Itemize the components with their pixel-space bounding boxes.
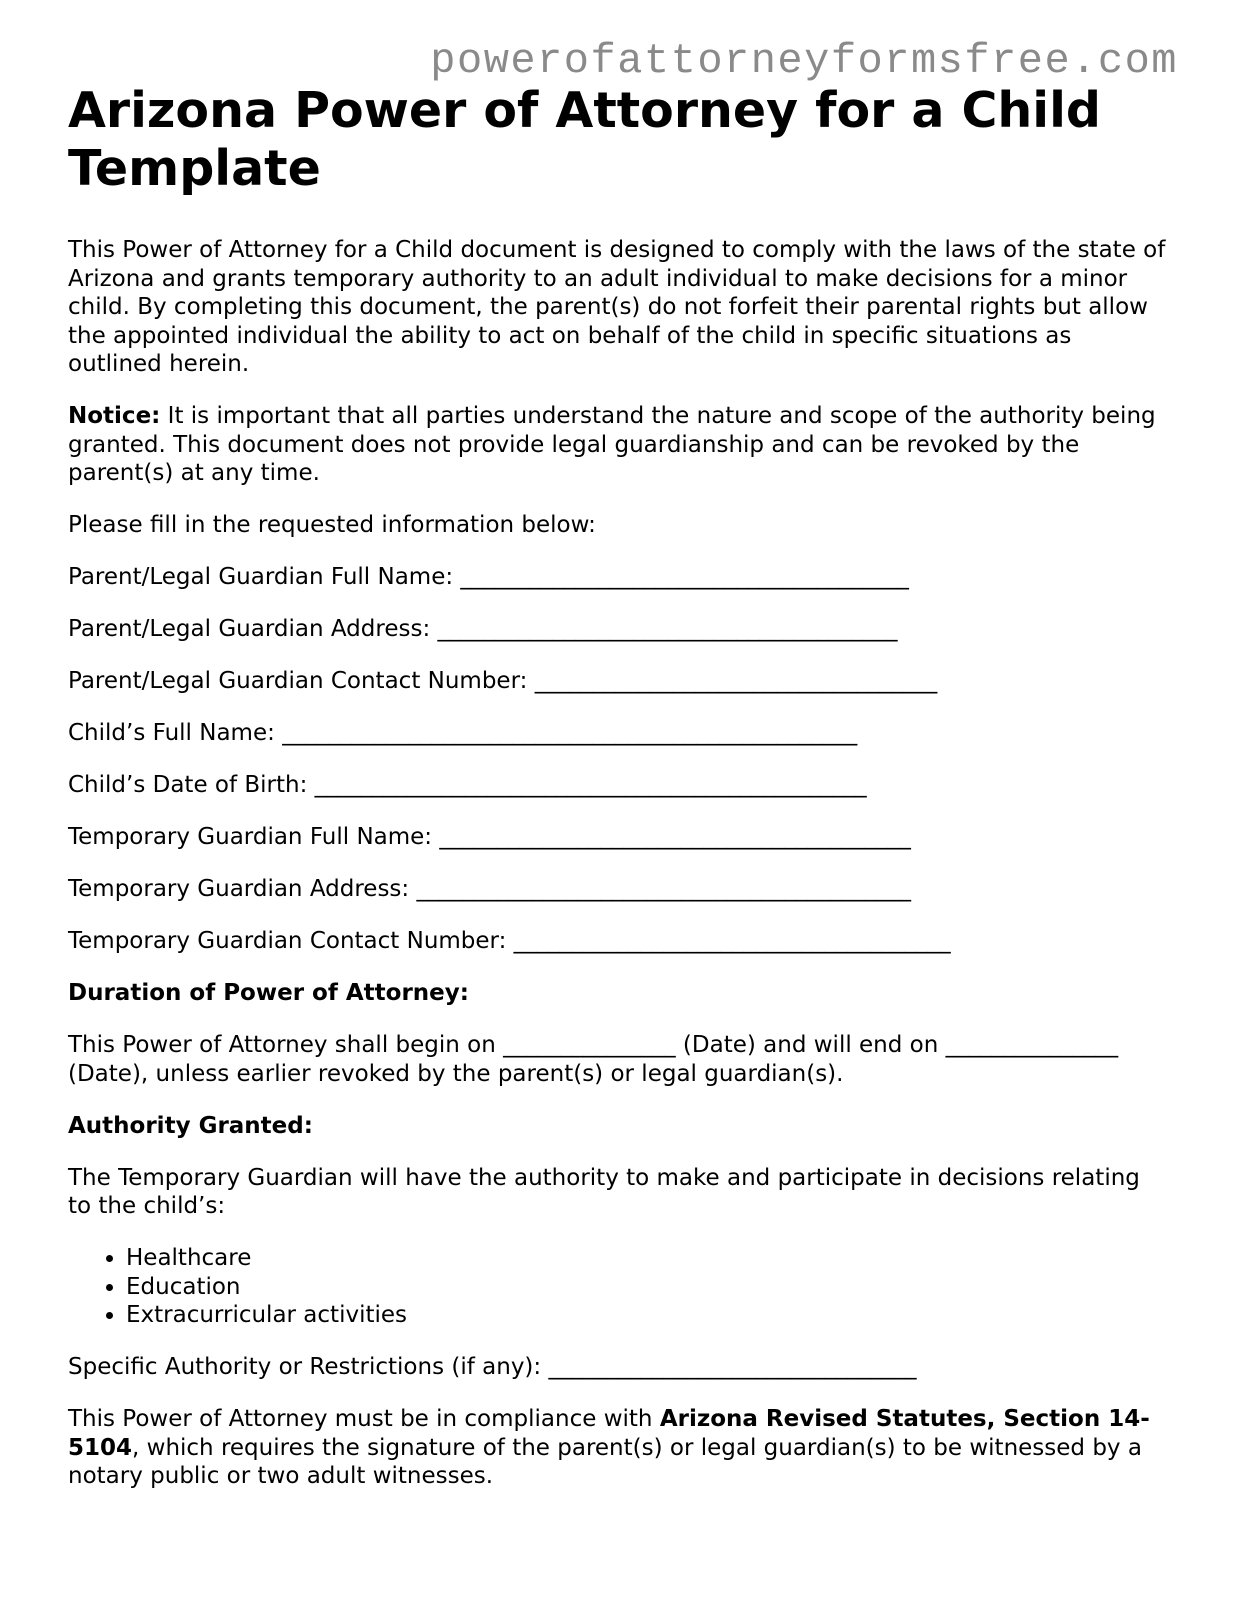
watermark: powerofattorneyformsfree.com <box>430 37 1178 85</box>
list-item: • Education <box>126 1273 1168 1302</box>
field-label: Parent/Legal Guardian Address: <box>68 616 431 642</box>
list-item: • Healthcare <box>126 1244 1168 1273</box>
authority-list <box>68 1244 1168 1330</box>
authority-paragraph: The Temporary Guardian will have the authority to make and participate in decisions relating to the child’s: <box>68 1164 1140 1219</box>
field-label: Parent/Legal Guardian Full Name: <box>68 564 454 590</box>
field-label: Child’s Full Name: <box>68 720 275 746</box>
field-blank[interactable]: ________________________________________ <box>437 616 898 642</box>
field-parent-contact <box>68 667 1168 696</box>
field-child-name <box>68 719 1168 748</box>
document-body <box>68 82 1168 1514</box>
duration-heading <box>68 979 1168 1008</box>
list-item: • Extracurricular activities <box>126 1301 1168 1330</box>
field-blank[interactable]: ________________________________ <box>548 1354 917 1380</box>
compliance-paragraph <box>68 1405 1168 1491</box>
field-label: Child’s Date of Birth: <box>68 772 308 798</box>
compliance-text-end: , which requires the signature of the parent(s) or legal guardian(s) to be witnessed by a notary public or two adult witnesses. <box>68 1434 1142 1489</box>
document-title: Arizona Power of Attorney for a Child Template <box>68 82 1101 197</box>
notice-label: Notice: <box>68 403 161 429</box>
field-blank[interactable]: ___________________________________________ <box>416 876 911 902</box>
duration-paragraph: This Power of Attorney shall begin on _______________ (Date) and will end on _______________ (Date), unless earlier revoked by the parent(s) or legal guardian(s). <box>68 1032 1119 1087</box>
field-temp-guardian-contact <box>68 927 1168 956</box>
field-blank[interactable]: _______________________________________ <box>460 564 909 590</box>
authority-heading-text: Authority Granted: <box>68 1112 313 1139</box>
compliance-text: This Power of Attorney must be in compliance with <box>68 1406 660 1432</box>
duration-heading-text: Duration of Power of Attorney: <box>68 980 469 1006</box>
field-parent-address <box>68 615 1168 644</box>
field-label: Parent/Legal Guardian Contact Number: <box>68 668 528 694</box>
field-parent-name <box>68 563 1168 592</box>
fill-prompt: Please fill in the requested information below: <box>68 512 596 538</box>
field-label: Specific Authority or Restrictions (if any): <box>68 1354 542 1380</box>
field-label: Temporary Guardian Full Name: <box>68 824 433 850</box>
field-specific-authority <box>68 1353 1168 1382</box>
field-child-dob <box>68 771 1168 800</box>
intro-paragraph: This Power of Attorney for a Child document is designed to comply with the laws of the state of Arizona and grants temporary authority to an adult individual to make decisions for a minor child. By completing this document, the parent(s) do not forfeit their parental rights but allow the appointed individual the ability to act on behalf of the child in specific situations as outlined herein. <box>68 237 1166 377</box>
field-blank[interactable]: __________________________________________________ <box>282 720 858 746</box>
field-blank[interactable]: _________________________________________ <box>439 824 911 850</box>
authority-heading <box>68 1112 1168 1141</box>
field-blank[interactable]: ________________________________________________ <box>314 772 867 798</box>
field-blank[interactable]: ___________________________________ <box>534 668 938 694</box>
field-temp-guardian-address <box>68 875 1168 904</box>
field-label: Temporary Guardian Contact Number: <box>68 928 507 954</box>
field-temp-guardian-name <box>68 823 1168 852</box>
field-label: Temporary Guardian Address: <box>68 876 410 902</box>
notice-paragraph <box>68 402 1168 488</box>
notice-text: It is important that all parties understand the nature and scope of the authority being granted. This document does not provide legal guardianship and can be revoked by the parent(s) at any time. <box>68 403 1156 486</box>
field-blank[interactable]: ______________________________________ <box>513 928 951 954</box>
statute-reference: Arizona Revised Statutes, Section 14-5104 <box>68 1406 1150 1461</box>
